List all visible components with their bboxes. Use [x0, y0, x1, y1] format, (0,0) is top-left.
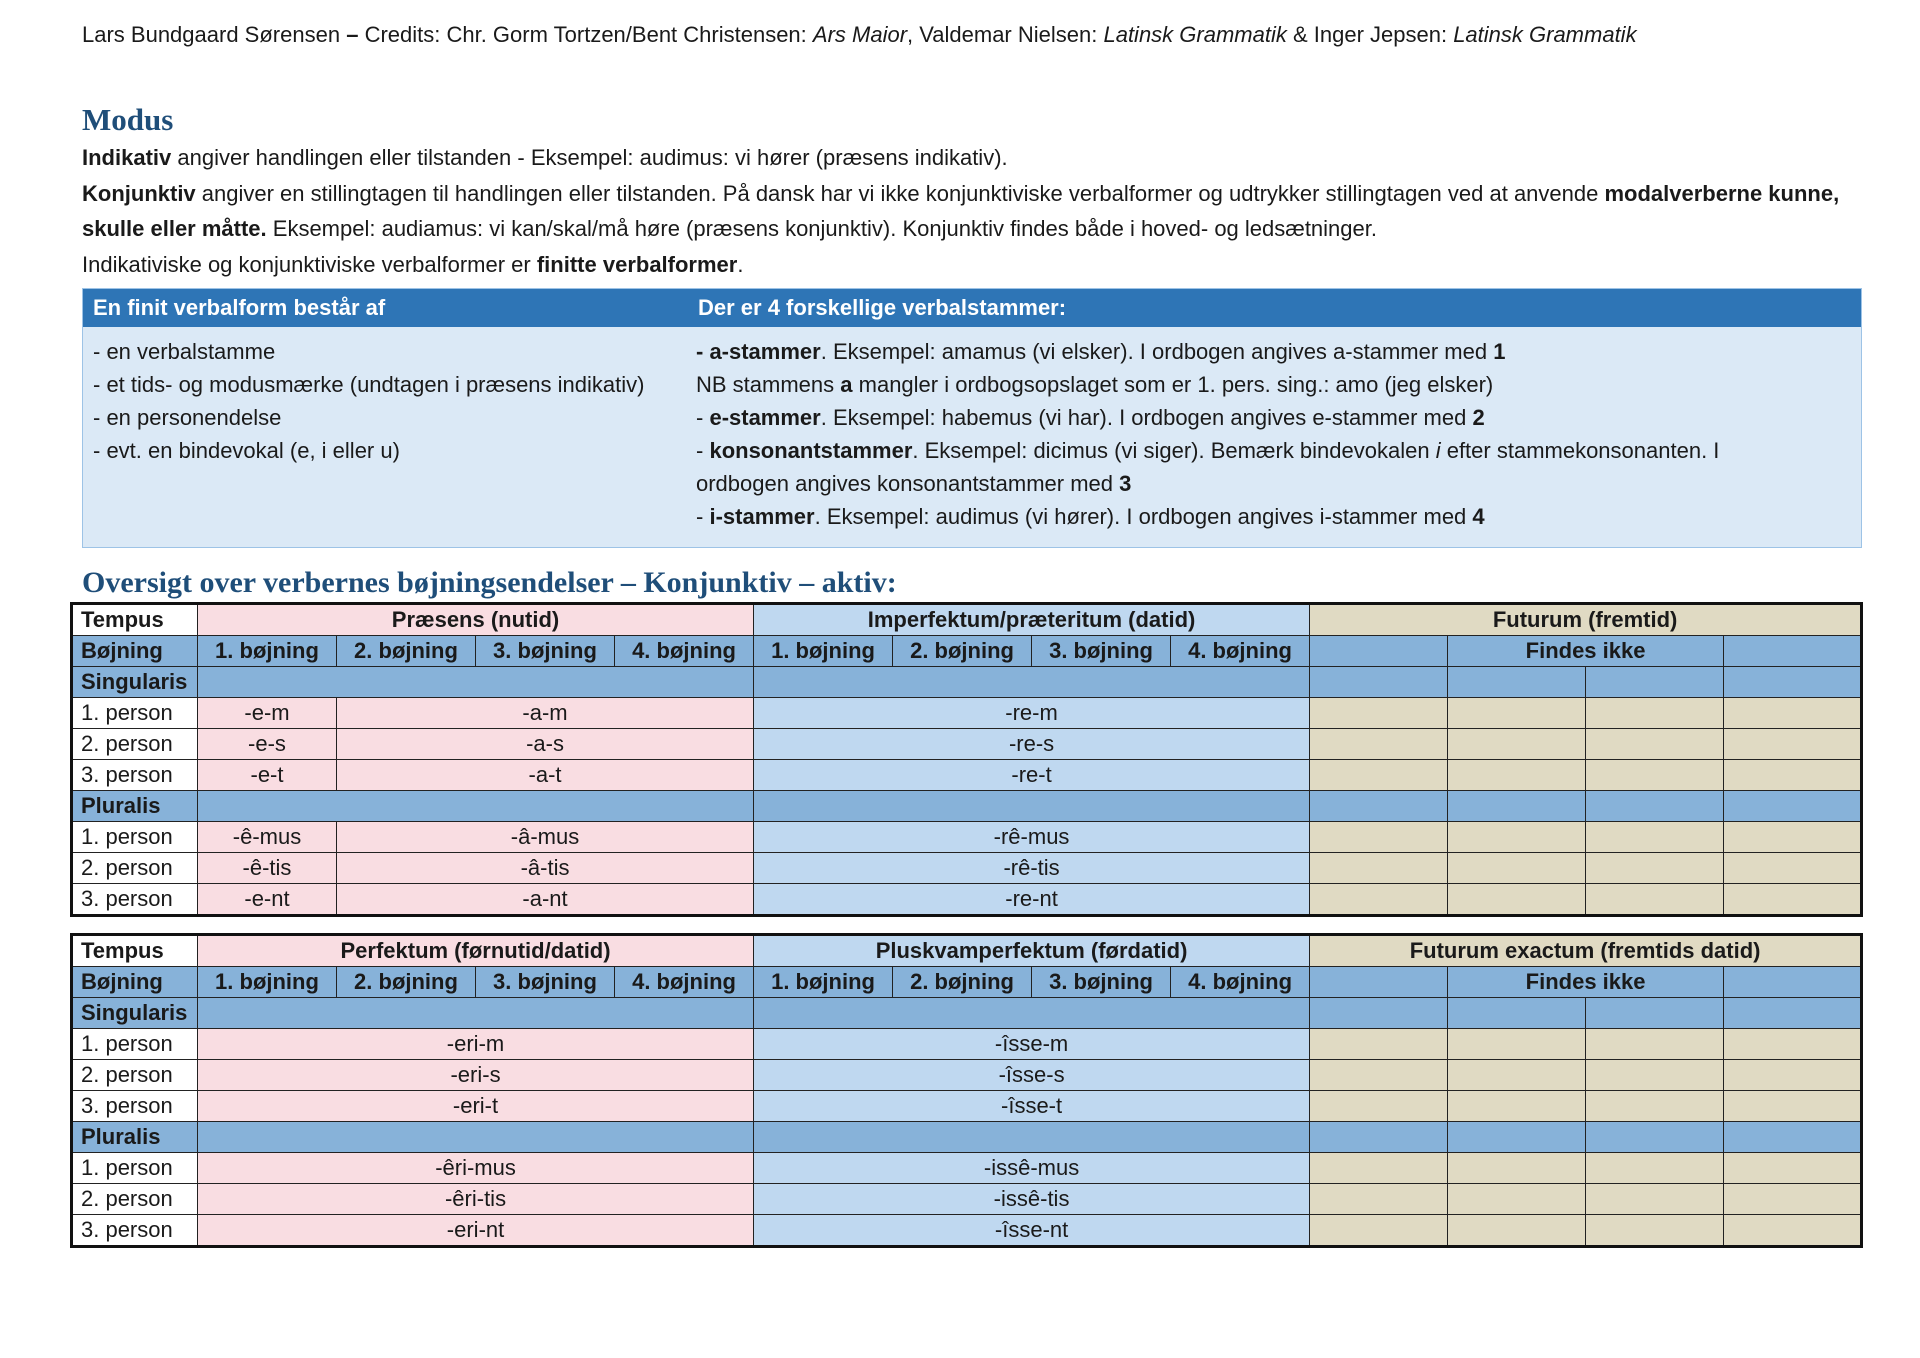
konjunktiv-paragraph — [82, 176, 1862, 247]
empty-cell — [1310, 791, 1448, 822]
k-stammer-italic: i — [1435, 438, 1441, 463]
book-latinsk-grammatik-2: Latinsk Grammatik — [1453, 22, 1637, 47]
ending-cell: -îsse-nt — [754, 1215, 1310, 1247]
konsonant-stammer-item — [696, 434, 1781, 500]
pluskvamperfektum-header: Pluskvamperfektum (førdatid) — [754, 935, 1310, 967]
ending-cell: -re-t — [754, 760, 1310, 791]
finite-end: . — [737, 251, 744, 277]
empty-cell — [1448, 667, 1586, 698]
empty-cell — [1448, 822, 1586, 853]
credits-dash: – — [346, 22, 359, 47]
ending-cell: -re-m — [754, 698, 1310, 729]
empty-cell — [1724, 729, 1862, 760]
empty-cell — [1586, 1060, 1724, 1091]
a-stammer-text: . Eksempel: amamus (vi elsker). I ordbogen angives a-stammer med — [820, 339, 1494, 364]
modalverber-bold: modalverberne kunne, skulle eller måtte. — [82, 180, 1840, 241]
nb-text-2: mangler i ordbogsopslaget som er 1. pers. sing.: amo (jeg elsker) — [852, 372, 1494, 397]
ending-cell: -îsse-m — [754, 1029, 1310, 1060]
empty-cell — [1586, 998, 1724, 1029]
oversigt-heading: Oversigt over verbernes bøjningsendelser – Konjunktiv – aktiv: — [82, 566, 897, 599]
ending-cell: -a-nt — [337, 884, 754, 916]
table-row — [72, 1060, 1862, 1091]
bojning-4: 4. bøjning — [1171, 636, 1310, 667]
bojning-4: 4. bøjning — [615, 636, 754, 667]
empty-cell — [1586, 1215, 1724, 1247]
empty-cell — [754, 998, 1310, 1029]
empty-cell — [1448, 884, 1586, 916]
empty-cell — [1586, 698, 1724, 729]
empty-cell — [1724, 1091, 1862, 1122]
empty-cell — [1586, 884, 1724, 916]
empty-cell — [1310, 1122, 1448, 1153]
empty-cell — [1310, 1153, 1448, 1184]
k-stammer-text-2: efter stammekonsonanten. I ordbogen angives konsonantstammer med — [696, 438, 1720, 496]
ending-cell: -â-mus — [337, 822, 754, 853]
empty-cell — [198, 1122, 754, 1153]
empty-cell — [1586, 1153, 1724, 1184]
empty-cell — [1310, 884, 1448, 916]
bojning-1: 1. bøjning — [198, 636, 337, 667]
person-label: 1. person — [72, 698, 198, 729]
infobox-body — [83, 327, 1861, 547]
author-name: Lars Bundgaard Sørensen — [82, 22, 341, 47]
table-row — [72, 967, 1862, 998]
ending-cell: -ê-mus — [198, 822, 337, 853]
konjunktiv-term: Konjunktiv — [82, 180, 196, 206]
singularis-label: Singularis — [72, 667, 198, 698]
ending-cell: -êri-mus — [198, 1153, 754, 1184]
empty-cell — [1586, 1122, 1724, 1153]
person-label: 3. person — [72, 1215, 198, 1247]
empty-cell — [1310, 1060, 1448, 1091]
ending-cell: -rê-mus — [754, 822, 1310, 853]
ending-cell: -e-nt — [198, 884, 337, 916]
empty-cell — [1310, 667, 1448, 698]
ending-cell: -eri-m — [198, 1029, 754, 1060]
table-row — [72, 935, 1862, 967]
table-row — [72, 1091, 1862, 1122]
person-label: 2. person — [72, 1060, 198, 1091]
k-stammer-dash: - — [696, 438, 710, 463]
empty-cell — [1448, 1184, 1586, 1215]
konjunktiv-table-1 — [70, 602, 1863, 917]
finite-paragraph — [82, 247, 1862, 283]
findes-ikke: Findes ikke — [1448, 636, 1724, 667]
empty-cell — [1724, 698, 1862, 729]
futurum-header: Futurum (fremtid) — [1310, 604, 1862, 636]
table-row — [72, 604, 1862, 636]
ending-cell: -êri-tis — [198, 1184, 754, 1215]
finite-text: Indikativiske og konjunktiviske verbalformer er — [82, 251, 537, 277]
empty-cell — [754, 791, 1310, 822]
ending-cell: -a-m — [337, 698, 754, 729]
ending-cell: -e-m — [198, 698, 337, 729]
findes-ikke: Findes ikke — [1448, 967, 1724, 998]
bojning-1: 1. bøjning — [754, 636, 893, 667]
a-stammer-term: - a-stammer — [696, 339, 821, 364]
ending-cell: -issê-mus — [754, 1153, 1310, 1184]
infobox-right-header: Der er 4 forskellige verbalstammer: — [698, 295, 1067, 320]
konjunktiv-text-2: Eksempel: audiamus: vi kan/skal/må høre (præsens konjunktiv). Konjunktiv findes både i hoved- og ledsætninger. — [266, 216, 1377, 241]
empty-cell — [1310, 1215, 1448, 1247]
ending-cell: -a-s — [337, 729, 754, 760]
person-label: 1. person — [72, 1153, 198, 1184]
i-stammer-num: 4 — [1472, 504, 1485, 529]
futurum-exactum-header: Futurum exactum (fremtids datid) — [1310, 935, 1862, 967]
table-row — [72, 760, 1862, 791]
konjunktiv-table-2 — [70, 933, 1863, 1248]
indikativ-term: Indikativ — [82, 145, 172, 170]
pluralis-label: Pluralis — [72, 791, 198, 822]
i-stammer-item — [696, 500, 1781, 533]
table-row — [72, 636, 1862, 667]
empty-cell — [1448, 1060, 1586, 1091]
book-ars-maior: Ars Maior — [812, 22, 908, 47]
empty-cell — [1310, 636, 1448, 667]
empty-cell — [1310, 998, 1448, 1029]
empty-cell — [754, 1122, 1310, 1153]
perfektum-header: Perfektum (førnutid/datid) — [198, 935, 754, 967]
empty-cell — [1310, 698, 1448, 729]
empty-cell — [1586, 853, 1724, 884]
person-label: 2. person — [72, 729, 198, 760]
e-stammer-dash: - — [696, 405, 710, 430]
credits-sep1: , Valdemar Nielsen: — [907, 22, 1104, 47]
bojning-2: 2. bøjning — [893, 636, 1032, 667]
person-label: 2. person — [72, 853, 198, 884]
empty-cell — [1724, 884, 1862, 916]
table-row — [72, 1122, 1862, 1153]
k-stammer-num: 3 — [1119, 471, 1132, 496]
empty-cell — [1310, 1184, 1448, 1215]
empty-cell — [1448, 1029, 1586, 1060]
bojning-2: 2. bøjning — [337, 967, 476, 998]
table-row — [72, 998, 1862, 1029]
ending-cell: -eri-nt — [198, 1215, 754, 1247]
singularis-label: Singularis — [72, 998, 198, 1029]
credits-line — [82, 18, 1862, 54]
document-page — [82, 18, 1862, 1248]
empty-cell — [1724, 667, 1862, 698]
empty-cell — [754, 667, 1310, 698]
person-label: 1. person — [72, 1029, 198, 1060]
bojning-3: 3. bøjning — [476, 636, 615, 667]
ending-cell: -eri-t — [198, 1091, 754, 1122]
empty-cell — [1310, 853, 1448, 884]
empty-cell — [1724, 1184, 1862, 1215]
i-stammer-term: i-stammer — [709, 504, 815, 529]
bojning-label: Bøjning — [72, 967, 198, 998]
book-latinsk-grammatik-1: Latinsk Grammatik — [1103, 22, 1287, 47]
bojning-2: 2. bøjning — [337, 636, 476, 667]
empty-cell — [1586, 729, 1724, 760]
infobox-right-column — [688, 335, 1861, 533]
bojning-3: 3. bøjning — [1032, 636, 1171, 667]
bojning-3: 3. bøjning — [1032, 967, 1171, 998]
empty-cell — [1724, 760, 1862, 791]
person-label: 3. person — [72, 760, 198, 791]
empty-cell — [1448, 760, 1586, 791]
nb-item — [696, 368, 1781, 401]
list-item: - et tids- og modusmærke (undtagen i præsens indikativ) — [93, 372, 645, 397]
verbalform-infobox — [82, 288, 1862, 548]
i-stammer-dash: - — [696, 504, 710, 529]
empty-cell — [1724, 1060, 1862, 1091]
table-row — [72, 791, 1862, 822]
empty-cell — [1724, 1122, 1862, 1153]
empty-cell — [1448, 729, 1586, 760]
person-label: 3. person — [72, 1091, 198, 1122]
finite-bold: finitte verbalformer — [536, 251, 738, 277]
infobox-left-header: En finit verbalform består af — [93, 295, 386, 320]
empty-cell — [1724, 853, 1862, 884]
indikativ-text: angiver handlingen eller tilstanden - Eksempel: audimus: vi hører (præsens indikativ). — [171, 145, 1008, 170]
infobox-left-column — [83, 335, 688, 533]
ending-cell: -â-tis — [337, 853, 754, 884]
empty-cell — [1448, 1215, 1586, 1247]
empty-cell — [1586, 822, 1724, 853]
empty-cell — [1310, 1091, 1448, 1122]
empty-cell — [1724, 967, 1862, 998]
e-stammer-text: . Eksempel: habemus (vi har). I ordbogen angives e-stammer med — [820, 405, 1473, 430]
ending-cell: -eri-s — [198, 1060, 754, 1091]
ending-cell: -ê-tis — [198, 853, 337, 884]
ending-cell: -e-t — [198, 760, 337, 791]
table-row — [72, 1153, 1862, 1184]
person-label: 2. person — [72, 1184, 198, 1215]
a-stammer-item — [696, 335, 1781, 368]
konjunktiv-text-1: angiver en stillingtagen til handlingen eller tilstanden. På dansk har vi ikke konjunktiviske verbalformer og udtrykker stillingtagen ved at anvende — [195, 180, 1605, 206]
nb-bold: a — [840, 372, 853, 397]
empty-cell — [1310, 760, 1448, 791]
ending-cell: -a-t — [337, 760, 754, 791]
person-label: 3. person — [72, 884, 198, 916]
k-stammer-term: konsonantstammer — [709, 438, 913, 463]
table-row — [72, 1184, 1862, 1215]
bojning-label: Bøjning — [72, 636, 198, 667]
table-row — [72, 1029, 1862, 1060]
bojning-4: 4. bøjning — [615, 967, 754, 998]
infobox-header — [83, 289, 1861, 327]
empty-cell — [1586, 791, 1724, 822]
list-item: - en verbalstamme — [93, 339, 276, 364]
tempus-label: Tempus — [72, 604, 198, 636]
pluralis-label: Pluralis — [72, 1122, 198, 1153]
empty-cell — [1448, 1153, 1586, 1184]
list-item: - en personendelse — [93, 405, 282, 430]
empty-cell — [1586, 667, 1724, 698]
indikativ-paragraph — [82, 140, 1862, 176]
ending-cell: -rê-tis — [754, 853, 1310, 884]
ending-cell: -îsse-t — [754, 1091, 1310, 1122]
bojning-1: 1. bøjning — [198, 967, 337, 998]
bojning-4: 4. bøjning — [1171, 967, 1310, 998]
modus-heading: Modus — [82, 102, 174, 137]
ending-cell: -re-nt — [754, 884, 1310, 916]
empty-cell — [1724, 1215, 1862, 1247]
empty-cell — [198, 791, 754, 822]
empty-cell — [1310, 967, 1448, 998]
praesens-header: Præsens (nutid) — [198, 604, 754, 636]
empty-cell — [1448, 1122, 1586, 1153]
k-stammer-text-1: . Eksempel: dicimus (vi siger). Bemærk bindevokalen — [912, 438, 1436, 463]
ending-cell: -re-s — [754, 729, 1310, 760]
a-stammer-num: 1 — [1493, 339, 1506, 364]
bojning-1: 1. bøjning — [754, 967, 893, 998]
empty-cell — [1724, 791, 1862, 822]
empty-cell — [1310, 822, 1448, 853]
e-stammer-term: e-stammer — [709, 405, 821, 430]
tempus-label: Tempus — [72, 935, 198, 967]
table-row — [72, 853, 1862, 884]
table-row — [72, 667, 1862, 698]
bojning-3: 3. bøjning — [476, 967, 615, 998]
table-row — [72, 884, 1862, 916]
empty-cell — [1724, 1029, 1862, 1060]
table-row — [72, 698, 1862, 729]
ending-cell: -issê-tis — [754, 1184, 1310, 1215]
e-stammer-item — [696, 401, 1781, 434]
empty-cell — [198, 667, 754, 698]
empty-cell — [1448, 998, 1586, 1029]
empty-cell — [1310, 729, 1448, 760]
list-item: - evt. en bindevokal (e, i eller u) — [93, 438, 400, 463]
empty-cell — [1448, 791, 1586, 822]
i-stammer-text: . Eksempel: audimus (vi hører). I ordbogen angives i-stammer med — [814, 504, 1473, 529]
empty-cell — [1448, 1091, 1586, 1122]
empty-cell — [1724, 1153, 1862, 1184]
credits-sep2: & Inger Jepsen: — [1286, 22, 1454, 47]
empty-cell — [1586, 1029, 1724, 1060]
empty-cell — [1448, 853, 1586, 884]
empty-cell — [1310, 1029, 1448, 1060]
empty-cell — [1724, 822, 1862, 853]
person-label: 1. person — [72, 822, 198, 853]
table-row — [72, 1215, 1862, 1247]
table-row — [72, 822, 1862, 853]
nb-text-1: NB stammens — [696, 372, 841, 397]
bojning-2: 2. bøjning — [893, 967, 1032, 998]
e-stammer-num: 2 — [1472, 405, 1485, 430]
empty-cell — [1586, 1091, 1724, 1122]
imperfektum-header: Imperfektum/præteritum (datid) — [754, 604, 1310, 636]
table-row — [72, 729, 1862, 760]
ending-cell: -e-s — [198, 729, 337, 760]
empty-cell — [1448, 698, 1586, 729]
credits-prefix: Credits: Chr. Gorm Tortzen/Bent Christensen: — [364, 22, 813, 47]
empty-cell — [1586, 760, 1724, 791]
ending-cell: -îsse-s — [754, 1060, 1310, 1091]
empty-cell — [198, 998, 754, 1029]
empty-cell — [1724, 636, 1862, 667]
empty-cell — [1724, 998, 1862, 1029]
empty-cell — [1586, 1184, 1724, 1215]
